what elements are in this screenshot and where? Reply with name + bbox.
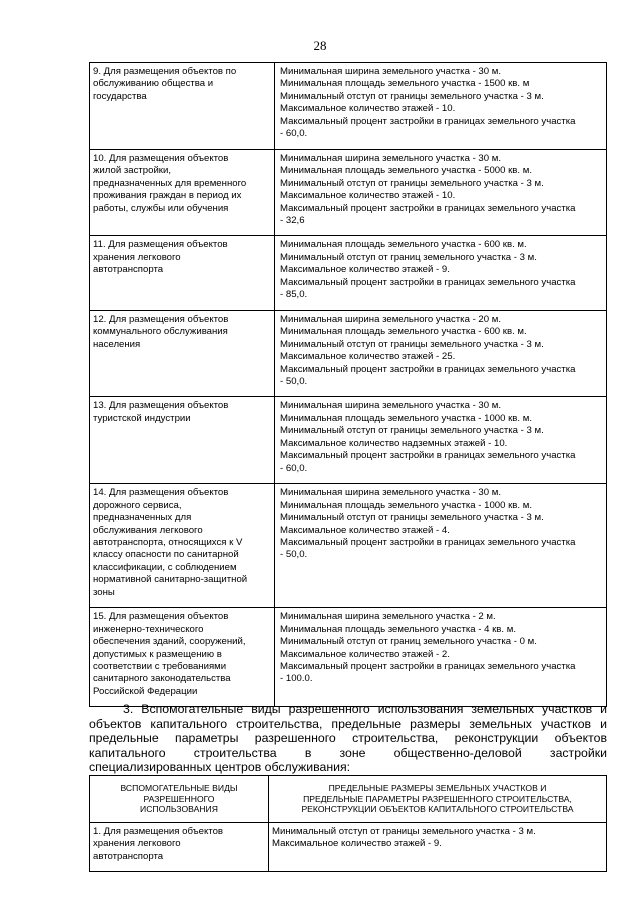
paragraph-line: объектов капитального строительства, предельные размеры земельных участков и [89, 716, 607, 731]
use-type-line: хранения легкового [93, 838, 181, 850]
parameters-cell [269, 823, 607, 872]
paragraph-line: 3. Вспомогательные виды разрешенного использования земельных участков и [123, 702, 607, 716]
use-type-line: проживания граждан в период их [93, 190, 242, 202]
parameter-line: Минимальная ширина земельного участка - 20 м. [280, 313, 502, 325]
use-type-line: предназначенных для временного [93, 177, 247, 189]
use-type-line: 12. Для размещения объектов [93, 313, 229, 325]
use-type-line: населения [93, 338, 141, 350]
header-row [90, 776, 607, 823]
use-type-line: классу опасности по санитарной [93, 549, 239, 561]
auxiliary-table-body [90, 823, 607, 872]
parameter-line: Максимальный процент застройки в границах земельного участка [280, 661, 576, 673]
header-parameters [269, 776, 607, 823]
header-line: ИСПОЛЬЗОВАНИЯ [140, 804, 218, 815]
parameter-line: Максимальный процент застройки в границах земельного участка [280, 202, 576, 214]
parameter-line: Минимальная ширина земельного участка - 2 м. [280, 611, 496, 623]
header-line: ПРЕДЕЛЬНЫЕ ПАРАМЕТРЫ РАЗРЕШЕННОГО СТРОИТЕЛЬСТВА, [303, 793, 572, 804]
use-type-cell [90, 236, 275, 310]
parameter-line: Минимальный отступ от границ земельного участка - 3 м. [280, 251, 537, 263]
parameter-line: - 50,0. [280, 549, 308, 561]
parameter-line: Минимальный отступ от границ земельного участка - 0 м. [280, 636, 537, 648]
use-type-line: допустимых к размещению в [93, 648, 222, 660]
use-type-line: инженерно-технического [93, 623, 204, 635]
parameter-line: Максимальный процент застройки в границах земельного участка [280, 115, 576, 127]
table-row [90, 63, 607, 150]
use-type-line: обслуживания легкового [93, 524, 203, 536]
parameter-line: Минимальная ширина земельного участка - 30 м. [280, 400, 502, 412]
parameter-line: - 85,0. [280, 289, 308, 301]
use-type-line: 11. Для размещения объектов [93, 239, 228, 251]
auxiliary-table-header [90, 776, 607, 823]
parameter-line: Максимальный процент застройки в границах земельного участка [280, 276, 576, 288]
parameters-cell [275, 63, 607, 150]
header-use-type [90, 776, 269, 823]
paragraph-line: предельные параметры разрешенного строительства, реконструкции объектов [89, 731, 607, 746]
use-type-line: автотранспорта [93, 850, 164, 862]
use-type-line: туристской индустрии [93, 412, 191, 424]
parameter-line: Максимальное количество этажей - 25. [280, 351, 456, 363]
main-table-body [90, 63, 607, 707]
parameter-line: Минимальная площадь земельного участка - 5000 кв. м. [280, 165, 532, 177]
use-type-line: предназначенных для [93, 512, 192, 524]
parameter-line: Минимальная площадь земельного участка - 600 кв. м. [280, 326, 527, 338]
parameters-cell [275, 608, 607, 707]
table-row [90, 397, 607, 484]
use-type-line: соответствии с требованиями [93, 661, 227, 673]
parameter-line: Минимальная ширина земельного участка - 30 м. [280, 66, 502, 77]
use-type-line: 1. Для размещения объектов [93, 826, 224, 837]
use-type-line: обеспечения зданий, сооружений, [93, 636, 246, 648]
header-line: ПРЕДЕЛЬНЫЕ РАЗМЕРЫ ЗЕМЕЛЬНЫХ УЧАСТКОВ И [328, 783, 547, 794]
use-type-line: обслуживанию общества и [93, 78, 214, 90]
auxiliary-table [89, 775, 607, 872]
parameters-cell [275, 484, 607, 608]
use-type-line: автотранспорта, относящихся к V [93, 536, 243, 548]
use-type-cell [90, 608, 275, 707]
table-row [90, 608, 607, 707]
parameter-line: Минимальная площадь земельного участка - 600 кв. м. [280, 239, 527, 251]
parameter-line: Минимальная площадь земельного участка - 1500 кв. м [280, 78, 530, 90]
parameter-line: - 60,0. [280, 462, 308, 474]
use-type-line: 13. Для размещения объектов [93, 400, 229, 412]
use-type-line: хранения легкового [93, 251, 181, 263]
parameters-cell [275, 397, 607, 484]
parameter-line: Максимальный процент застройки в границах земельного участка [280, 450, 576, 462]
parameter-line: Минимальная ширина земельного участка - 30 м. [280, 487, 502, 499]
parameter-line: Минимальный отступ от границы земельного участка - 3 м. [280, 177, 544, 189]
parameter-line: Максимальное количество этажей - 10. [280, 103, 456, 115]
page-number: 28 [313, 38, 327, 53]
parameter-line: Максимальный процент застройки в границах земельного участка [280, 536, 576, 548]
use-type-line: коммунального обслуживания [93, 326, 228, 338]
parameters-cell [275, 149, 607, 236]
parameters-cell [275, 236, 607, 310]
use-type-line: работы, службы или обучения [93, 202, 229, 214]
parameter-line: Минимальный отступ от границы земельного участка - 3 м. [272, 826, 536, 837]
parameter-line: Максимальное количество этажей - 9. [272, 838, 442, 850]
use-type-line: жилой застройки, [93, 165, 172, 177]
parameter-line: - 100.0. [280, 673, 313, 685]
parameter-line: Минимальный отступ от границы земельного участка - 3 м. [280, 512, 544, 524]
header-line: ВСПОМОГАТЕЛЬНЫЕ ВИДЫ [120, 783, 238, 794]
use-type-line: санитарного законодательства [93, 673, 231, 685]
use-type-line: автотранспорта [93, 264, 164, 276]
use-type-line: нормативной санитарно-защитной [93, 574, 248, 586]
table-row [90, 149, 607, 236]
use-type-line: 14. Для размещения объектов [93, 487, 229, 499]
use-type-line: классификации, с соблюдением [93, 561, 237, 573]
parameter-line: Минимальная ширина земельного участка - 30 м. [280, 152, 502, 164]
section-paragraph [89, 702, 607, 775]
parameter-line: - 32,6 [280, 214, 305, 226]
header-line: РЕКОНСТРУКЦИИ ОБЪЕКТОВ КАПИТАЛЬНОГО СТРОИТЕЛЬСТВА [301, 804, 574, 815]
parameters-cell [275, 310, 607, 397]
parameter-line: - 60,0. [280, 128, 308, 140]
use-type-cell [90, 63, 275, 150]
parameter-line: - 50,0. [280, 375, 308, 387]
use-type-line: зоны [93, 586, 115, 598]
use-type-line: 10. Для размещения объектов [93, 152, 229, 164]
use-type-line: Российской Федерации [93, 685, 198, 697]
table-row [90, 484, 607, 608]
use-type-line: 15. Для размещения объектов [93, 611, 229, 623]
parameter-line: Максимальное количество этажей - 10. [280, 190, 456, 202]
table-row [90, 236, 607, 310]
table-row [90, 310, 607, 397]
use-type-cell [90, 397, 275, 484]
use-type-line: дорожного сервиса, [93, 499, 182, 511]
paragraph-line: капитального строительства в зоне общественно-деловой застройки [89, 745, 607, 760]
parameter-line: Минимальная площадь земельного участка - 1000 кв. м. [280, 412, 532, 424]
table-row [90, 823, 607, 872]
parameter-line: Максимальное количество этажей - 4. [280, 524, 450, 536]
paragraph-line: специализированных центров обслуживания: [89, 760, 351, 775]
use-type-line: 9. Для размещения объектов по [93, 66, 237, 77]
use-type-cell [90, 149, 275, 236]
parameter-line: Минимальный отступ от границы земельного участка - 3 м. [280, 90, 544, 102]
parameter-line: Максимальное количество надземных этажей - 10. [280, 437, 508, 449]
use-type-cell [90, 484, 275, 608]
use-type-cell [90, 310, 275, 397]
parameter-line: Максимальное количество этажей - 2. [280, 648, 450, 660]
parameter-line: Максимальный процент застройки в границах земельного участка [280, 363, 576, 375]
parameter-line: Минимальная площадь земельного участка - 4 кв. м. [280, 623, 516, 635]
parameter-line: Минимальный отступ от границы земельного участка - 3 м. [280, 425, 544, 437]
header-line: РАЗРЕШЕННОГО [143, 793, 215, 804]
use-type-cell [90, 823, 269, 872]
parameter-line: Минимальная площадь земельного участка - 1000 кв. м. [280, 499, 532, 511]
use-type-line: государства [93, 90, 147, 102]
main-table [89, 62, 607, 707]
parameter-line: Минимальный отступ от границы земельного участка - 3 м. [280, 338, 544, 350]
parameter-line: Максимальное количество этажей - 9. [280, 264, 450, 276]
